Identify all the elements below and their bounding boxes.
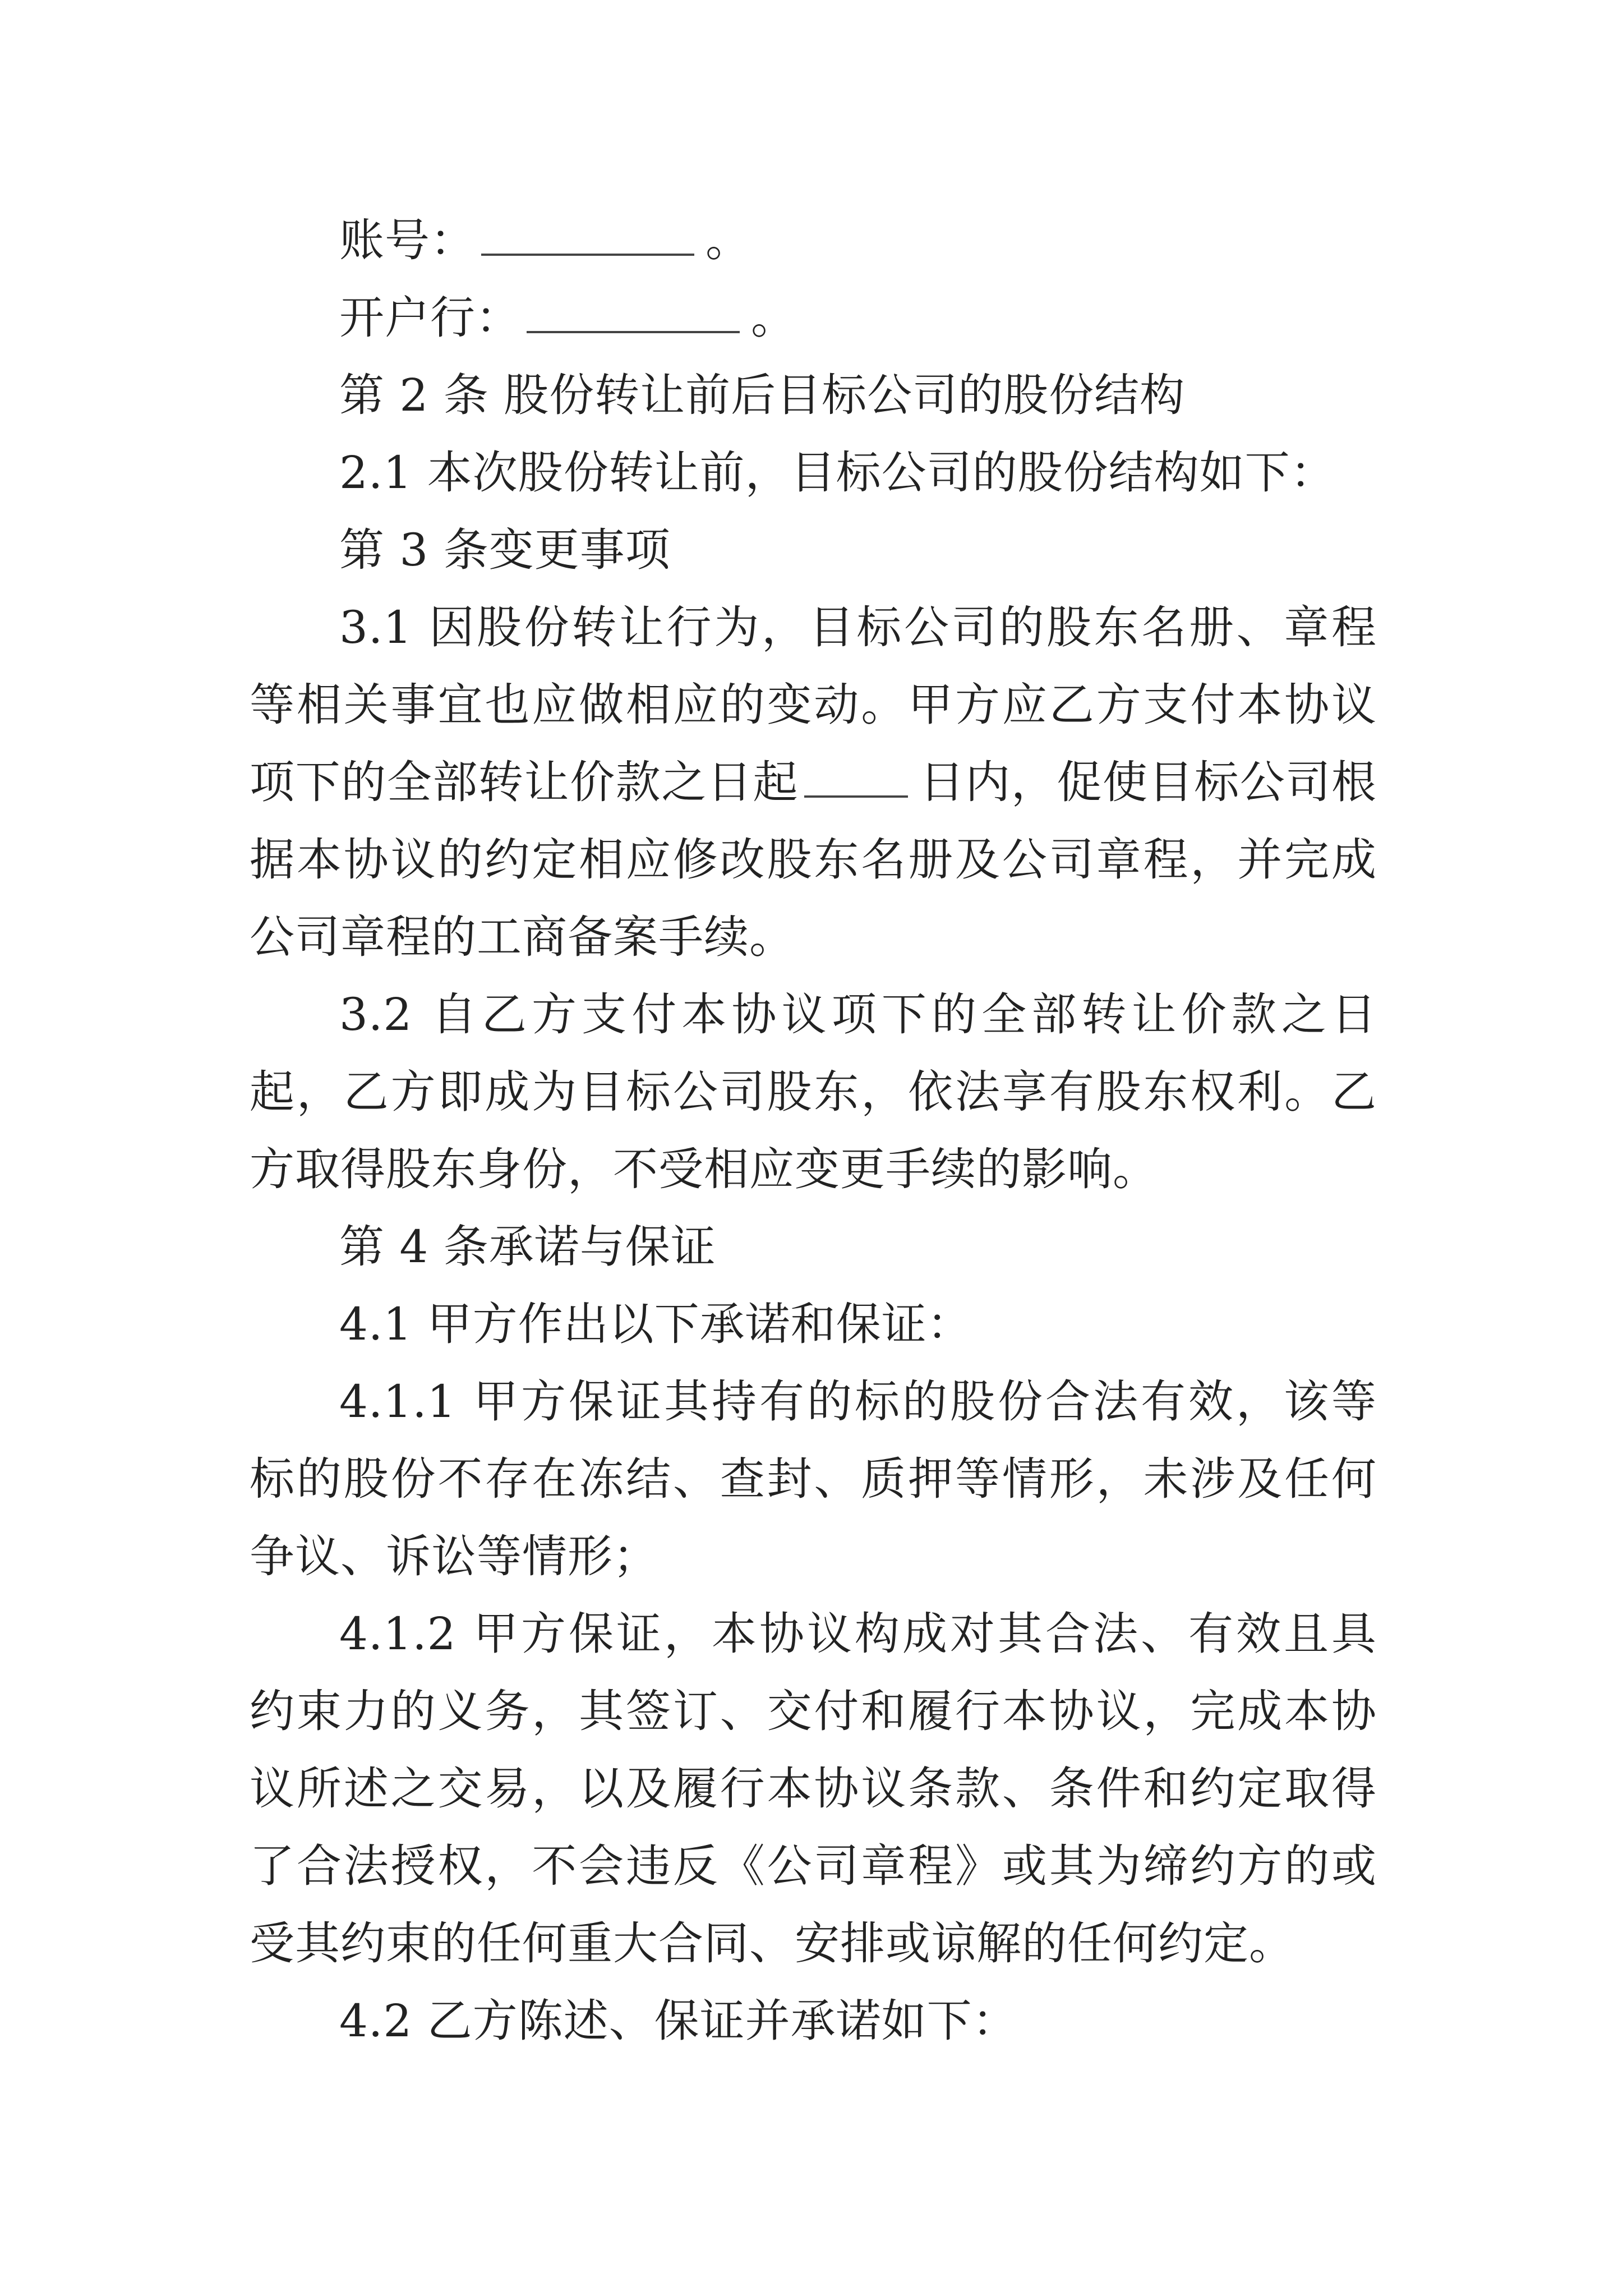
bank-label: 开户行： bbox=[339, 292, 521, 344]
paragraph-4-1-2: 4.1.2 甲方保证，本协议构成对其合法、有效且具约束力的义务，其签订、交付和履行本协议，完成本协议所述之交易，以及履行本协议条款、条件和约定取得了合法授权，不会违反《公司章程》或其为缔约方的或受其约束的任何重大合同、安排或谅解的任何约定。 bbox=[250, 1608, 1377, 1970]
days-blank bbox=[804, 756, 908, 798]
account-blank bbox=[481, 214, 694, 256]
bank-line bbox=[250, 279, 1377, 357]
account-end: 。 bbox=[706, 214, 751, 266]
paragraph-3-2: 3.2 自乙方支付本协议项下的全部转让价款之日起，乙方即成为目标公司股东，依法享有股东权利。乙方取得股东身份，不受相应变更手续的影响。 bbox=[250, 988, 1377, 1195]
paragraph-2-1: 2.1 本次股份转让前，目标公司的股份结构如下： bbox=[339, 447, 1336, 499]
paragraph-4-1-1: 4.1.1 甲方保证其持有的标的股份合法有效，该等标的股份不存在冻结、查封、质押等情形，未涉及任何争议、诉讼等情形； bbox=[250, 1375, 1377, 1582]
article-2-heading: 第 2 条 股份转让前后目标公司的股份结构 bbox=[339, 369, 1186, 421]
paragraph-4-2: 4.2 乙方陈述、保证并承诺如下： bbox=[339, 1995, 1018, 2047]
bank-blank bbox=[527, 292, 740, 333]
account-label: 账号： bbox=[339, 214, 476, 266]
paragraph-3-1-after: 日内，促使目标公司根据本协议的约定相应修改股东名册及公司章程，并完成公司章程的工商备案手续。 bbox=[250, 756, 1377, 963]
document-body bbox=[250, 202, 1377, 2060]
account-line bbox=[250, 202, 1377, 279]
article-4-heading: 第 4 条承诺与保证 bbox=[339, 1221, 716, 1273]
paragraph-3-1 bbox=[250, 589, 1377, 976]
paragraph-3-1-before: 3.1 因股份转让行为，目标公司的股东名册、章程等相关事宜也应做相应的变动。甲方应乙方支付本协议项下的全部转让价款之日起 bbox=[250, 601, 1377, 808]
paragraph-4-1: 4.1 甲方作出以下承诺和保证： bbox=[339, 1298, 972, 1350]
article-3-heading: 第 3 条变更事项 bbox=[339, 524, 671, 576]
bank-end: 。 bbox=[751, 292, 796, 344]
